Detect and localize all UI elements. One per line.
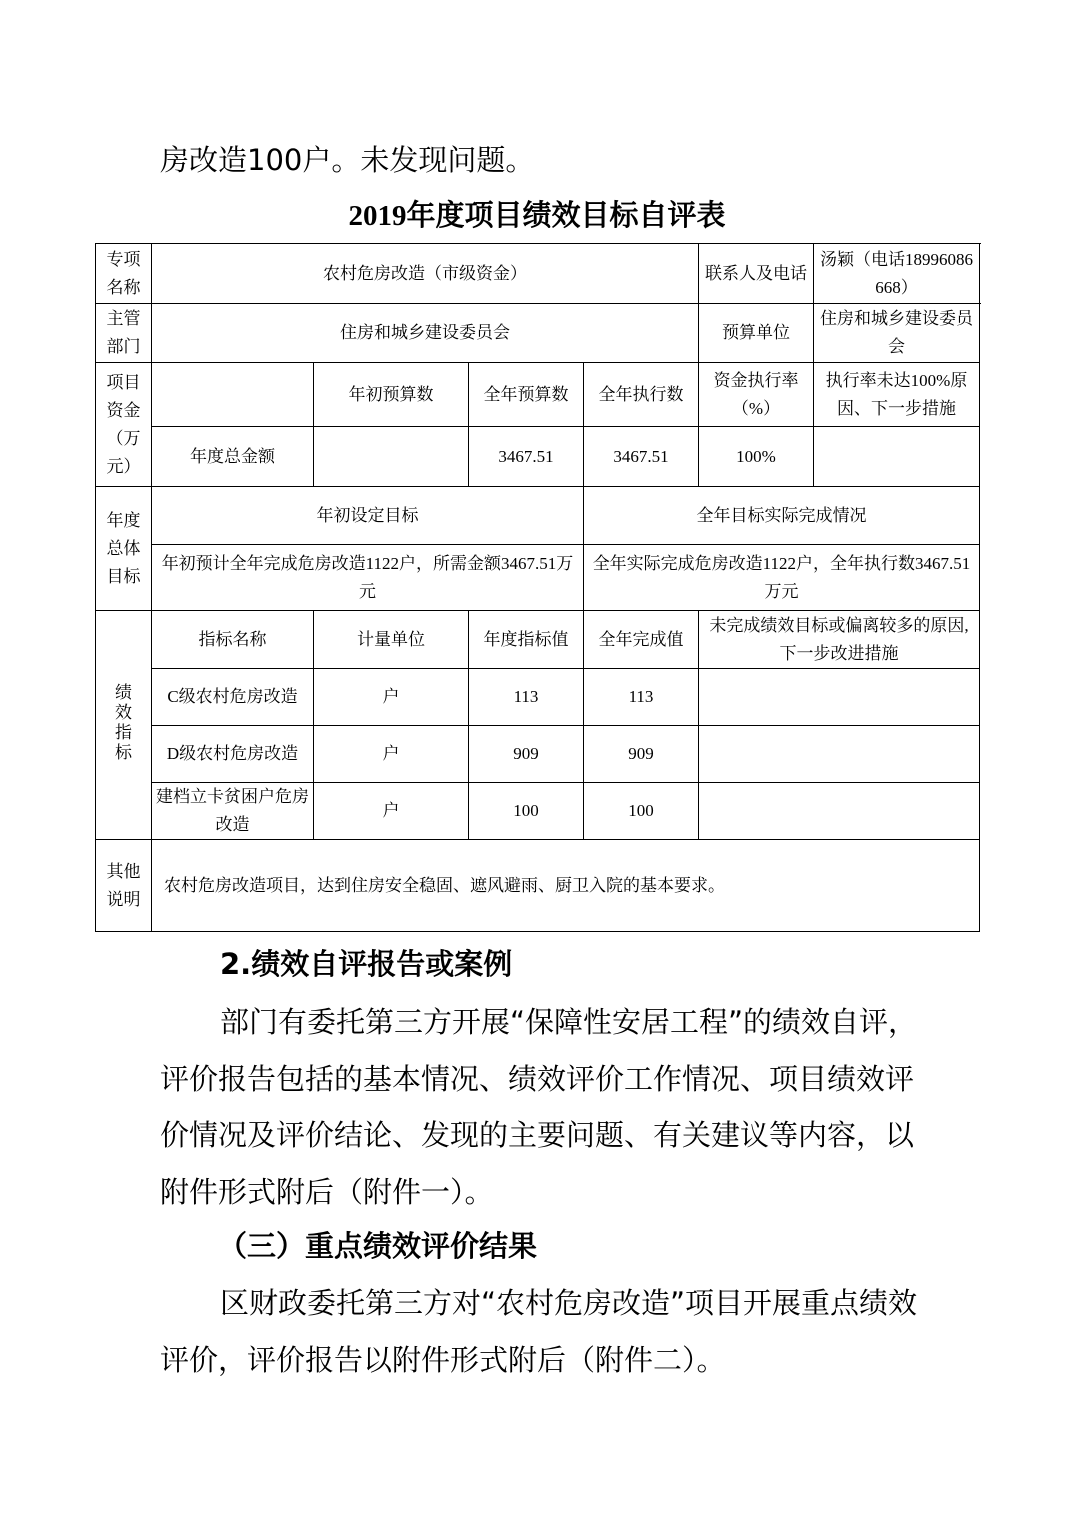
section2-line: 评价报告包括的基本情况、绩效评价工作情况、项目绩效评 [160,1062,915,1096]
funds-label: 项目资金（万元） [96,363,152,487]
table-title: 2019年度项目绩效目标自评表 [348,200,726,232]
section2-line: 附件形式附后（附件一）。 [160,1175,494,1209]
indicator-header-unit: 计量单位 [314,611,469,669]
indicator-header-target: 年度指标值 [469,611,584,669]
funds-total-annual-exec: 3467.51 [584,427,699,487]
budget-unit-label: 预算单位 [699,304,814,363]
goals-initial-text: 年初预计全年完成危房改造1122户，所需金额3467.51万元 [152,545,584,611]
indicator-header-actual: 全年完成值 [584,611,699,669]
indicators-label-cell [96,611,152,840]
funds-header-reason: 执行率未达100%原因、下一步措施 [814,363,980,427]
indicator-name: D级农村危房改造 [152,726,314,783]
dept-label: 主管部门 [96,304,152,363]
goals-initial-header: 年初设定目标 [152,487,584,545]
other-label: 其他说明 [96,840,152,932]
section2-line: 价情况及评价结论、发现的主要问题、有关建议等内容，以 [160,1118,915,1152]
funds-header-initial-budget: 年初预算数 [314,363,469,427]
indicator-unit: 户 [314,669,469,726]
indicator-unit: 户 [314,726,469,783]
dept-value: 住房和城乡建设委员会 [152,304,699,363]
goals-actual-header: 全年目标实际完成情况 [584,487,980,545]
indicator-name: C级农村危房改造 [152,669,314,726]
section3-heading: （三）重点绩效评价结果 [218,1229,538,1263]
indicator-reason [699,783,980,840]
funds-total-exec-rate: 100% [699,427,814,487]
indicator-name: 建档立卡贫困户危房改造 [152,783,314,840]
section3-line: 评价，评价报告以附件形式附后（附件二）。 [160,1343,726,1377]
section2-line: 部门有委托第三方开展“保障性安居工程”的绩效自评， [220,1005,918,1039]
indicator-actual: 100 [584,783,699,840]
indicator-reason [699,669,980,726]
table-row [96,783,980,840]
funds-header-exec-rate: 资金执行率（%） [699,363,814,427]
funds-total-initial-budget [314,427,469,487]
project-name-value: 农村危房改造（市级资金） [152,244,699,304]
indicator-unit: 户 [314,783,469,840]
contact-value: 汤颖（电话18996086668） [814,244,980,304]
funds-total-label: 年度总金额 [152,427,314,487]
funds-header-annual-exec: 全年执行数 [584,363,699,427]
table-row [96,669,980,726]
indicator-actual: 909 [584,726,699,783]
funds-total-reason [814,427,980,487]
goals-actual-text: 全年实际完成危房改造1122户，全年执行数3467.51万元 [584,545,980,611]
indicator-target: 113 [469,669,584,726]
indicator-actual: 113 [584,669,699,726]
top-paragraph-line: 房改造100户。未发现问题。 [160,143,535,177]
indicator-target: 909 [469,726,584,783]
indicator-target: 100 [469,783,584,840]
goals-label: 年度总体目标 [96,487,152,611]
indicator-reason [699,726,980,783]
section2-heading: 2.绩效自评报告或案例 [220,947,513,981]
contact-label: 联系人及电话 [699,244,814,304]
other-text: 农村危房改造项目，达到住房安全稳固、遮风避雨、厨卫入院的基本要求。 [152,840,980,932]
project-name-label: 专项名称 [96,244,152,304]
budget-unit-value: 住房和城乡建设委员会 [814,304,980,363]
indicator-header-name: 指标名称 [152,611,314,669]
performance-table [95,243,980,932]
funds-total-annual-budget: 3467.51 [469,427,584,487]
table-row [96,726,980,783]
indicators-label: 绩效指标 [115,683,132,762]
funds-header-empty [152,363,314,427]
indicator-header-reason: 未完成绩效目标或偏离较多的原因,下一步改进措施 [699,611,980,669]
funds-header-annual-budget: 全年预算数 [469,363,584,427]
section3-line: 区财政委托第三方对“农村危房改造”项目开展重点绩效 [220,1286,918,1320]
